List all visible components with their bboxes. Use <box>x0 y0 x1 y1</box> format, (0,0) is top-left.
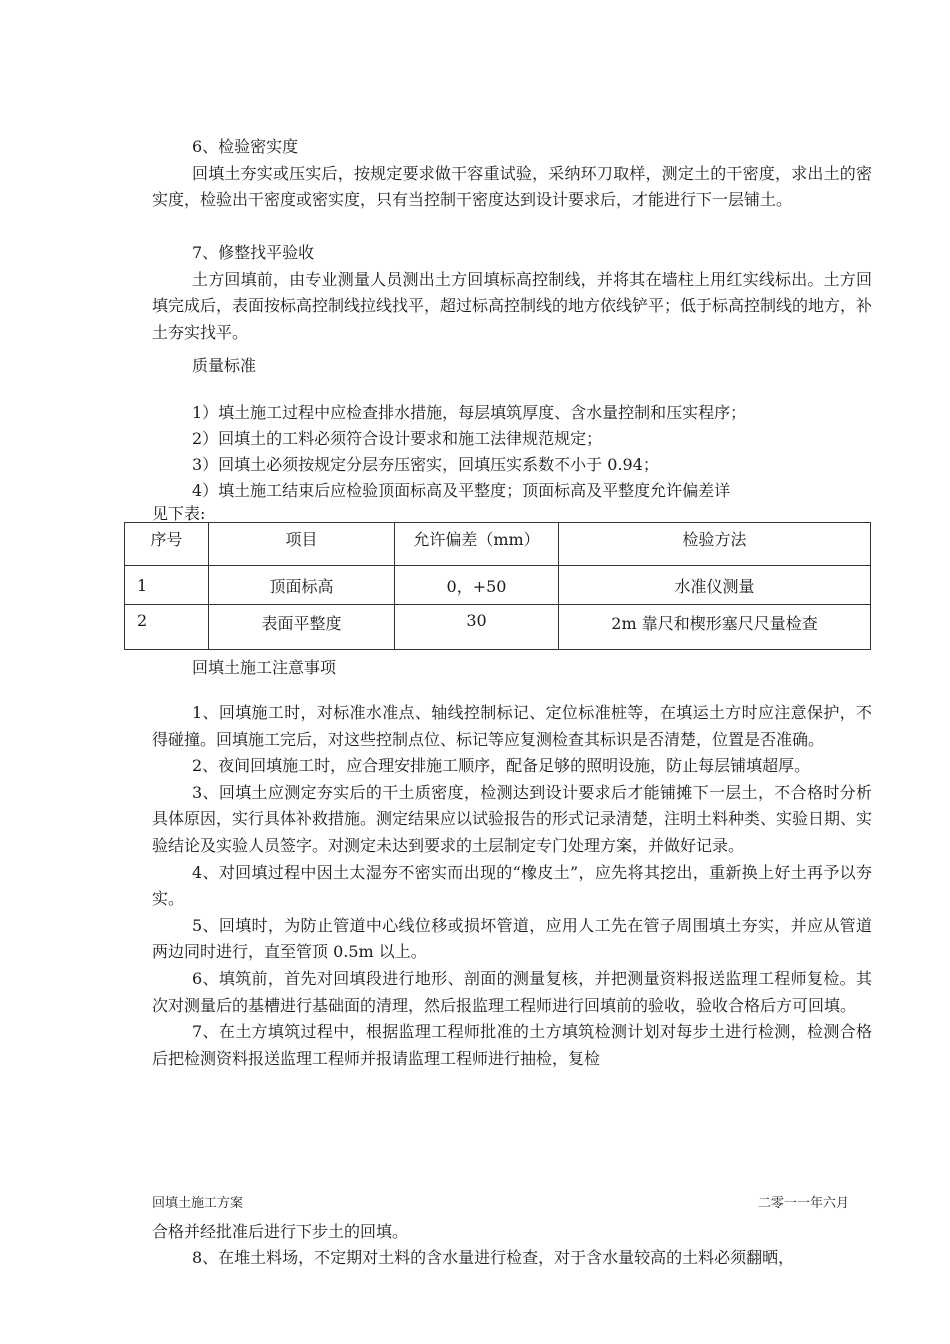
table-header-cell: 序号 <box>125 523 209 566</box>
table-header-row <box>125 523 871 566</box>
table-cell: 顶面标高 <box>209 566 395 605</box>
footer-title: 回填土施工方案 <box>152 1196 244 1211</box>
quality-item-1: 1）填土施工过程中应检查排水措施，每层填筑厚度、含水量控制和压实程序； <box>192 403 747 422</box>
table-row <box>125 605 871 650</box>
table-cell: 表面平整度 <box>209 605 395 650</box>
table-header-cell: 允许偏差（mm） <box>395 523 559 566</box>
continuation-line: 合格并经批准后进行下步土的回填。 <box>152 1222 409 1241</box>
table-cell: 30 <box>395 605 559 650</box>
notes-list <box>152 700 872 1072</box>
section-7-paragraph: 土方回填前，由专业测量人员测出土方回填标高控制线，并将其在墙柱上用红实线标出。土方回填完成后，表面按标高控制线拉线找平，超过标高控制线的地方依线铲平；低于标高控制线的地方，补土夯实找平。 <box>152 269 873 342</box>
section-6 <box>152 134 872 214</box>
table-cell: 0，+50 <box>395 566 559 605</box>
table-cell: 2 <box>125 605 209 650</box>
quality-item-4: 4）填土施工结束后应检验顶面标高及平整度；顶面标高及平整度允许偏差详 <box>192 481 731 500</box>
tolerance-table <box>124 522 871 650</box>
note-item: 1、回填施工时，对标准水准点、轴线控制标记、定位标准桩等，在填运土方时应注意保护，不得碰撞。回填施工完后，对这些控制点位、标记等应复测检查其标识是否清楚，位置是否准确。 <box>152 703 872 749</box>
section-7 <box>152 240 872 346</box>
table-row <box>125 566 871 605</box>
section-6-heading: 6、检验密实度 <box>192 137 299 156</box>
note-item: 3、回填土应测定夯实后的干土质密度，检测达到设计要求后才能铺摊下一层土，不合格时分析具体原因，实行具体补救措施。测定结果应以试验报告的形式记录清楚，注明土料种类、实验日期、实验结论及实验人员签字。对测定未达到要求的土层制定专门处理方案，并做好记录。 <box>152 782 873 855</box>
note-item: 2、夜间回填施工时，应合理安排施工顺序，配备足够的照明设施，防止每层铺填超厚。 <box>192 756 811 776</box>
note-item: 6、填筑前，首先对回填段进行地形、剖面的测量复核，并把测量资料报送监理工程师复检。其次对测量后的基槽进行基础面的清理，然后报监理工程师进行回填前的验收，验收合格后方可回填。 <box>152 968 872 1015</box>
note-item: 7、在土方填筑过程中，根据监理工程师批准的土方填筑检测计划对每步土进行检测，检测合格后把检测资料报送监理工程师并报请监理工程师进行抽检，复检 <box>152 1022 872 1068</box>
quality-item-2: 2）回填土的工料必须符合设计要求和施工法律规范规定； <box>192 429 603 448</box>
table-header-cell: 项目 <box>209 523 395 566</box>
note-item: 5、回填时，为防止管道中心线位移或损坏管道，应用人工先在管子周围填土夯实，并应从管道两边同时进行，直至管顶 0.5m 以上。 <box>152 915 872 962</box>
table-cell: 1 <box>125 566 209 605</box>
section-7-heading: 7、修整找平验收 <box>192 243 315 262</box>
quality-title: 质量标准 <box>192 356 257 375</box>
section-6-paragraph: 回填土夯实或压实后，按规定要求做干容重试验，采纳环刀取样，测定土的干密度，求出土的密实度，检验出干密度或密实度，只有当控制干密度达到设计要求后，才能进行下一层铺土。 <box>152 163 872 210</box>
footer-date: 二零一一年六月 <box>758 1196 850 1211</box>
notes-title: 回填土施工注意事项 <box>192 658 337 677</box>
note-item: 4、对回填过程中因土太湿夯不密实而出现的“橡皮土”，应先将其挖出，重新换上好土再予以夯实。 <box>152 862 872 909</box>
continuation-line: 8、在堆土料场，不定期对土料的含水量进行检查，对于含水量较高的土料必须翻晒， <box>192 1248 795 1267</box>
quality-item-3: 3）回填土必须按规定分层夯压密实，回填压实系数不小于 0.94； <box>192 455 659 474</box>
table-cell: 水准仪测量 <box>559 566 871 605</box>
table-header-cell: 检验方法 <box>559 523 871 566</box>
quality-tail: 见下表: <box>152 504 206 523</box>
table-cell: 2m 靠尺和楔形塞尺尺量检查 <box>559 605 871 650</box>
